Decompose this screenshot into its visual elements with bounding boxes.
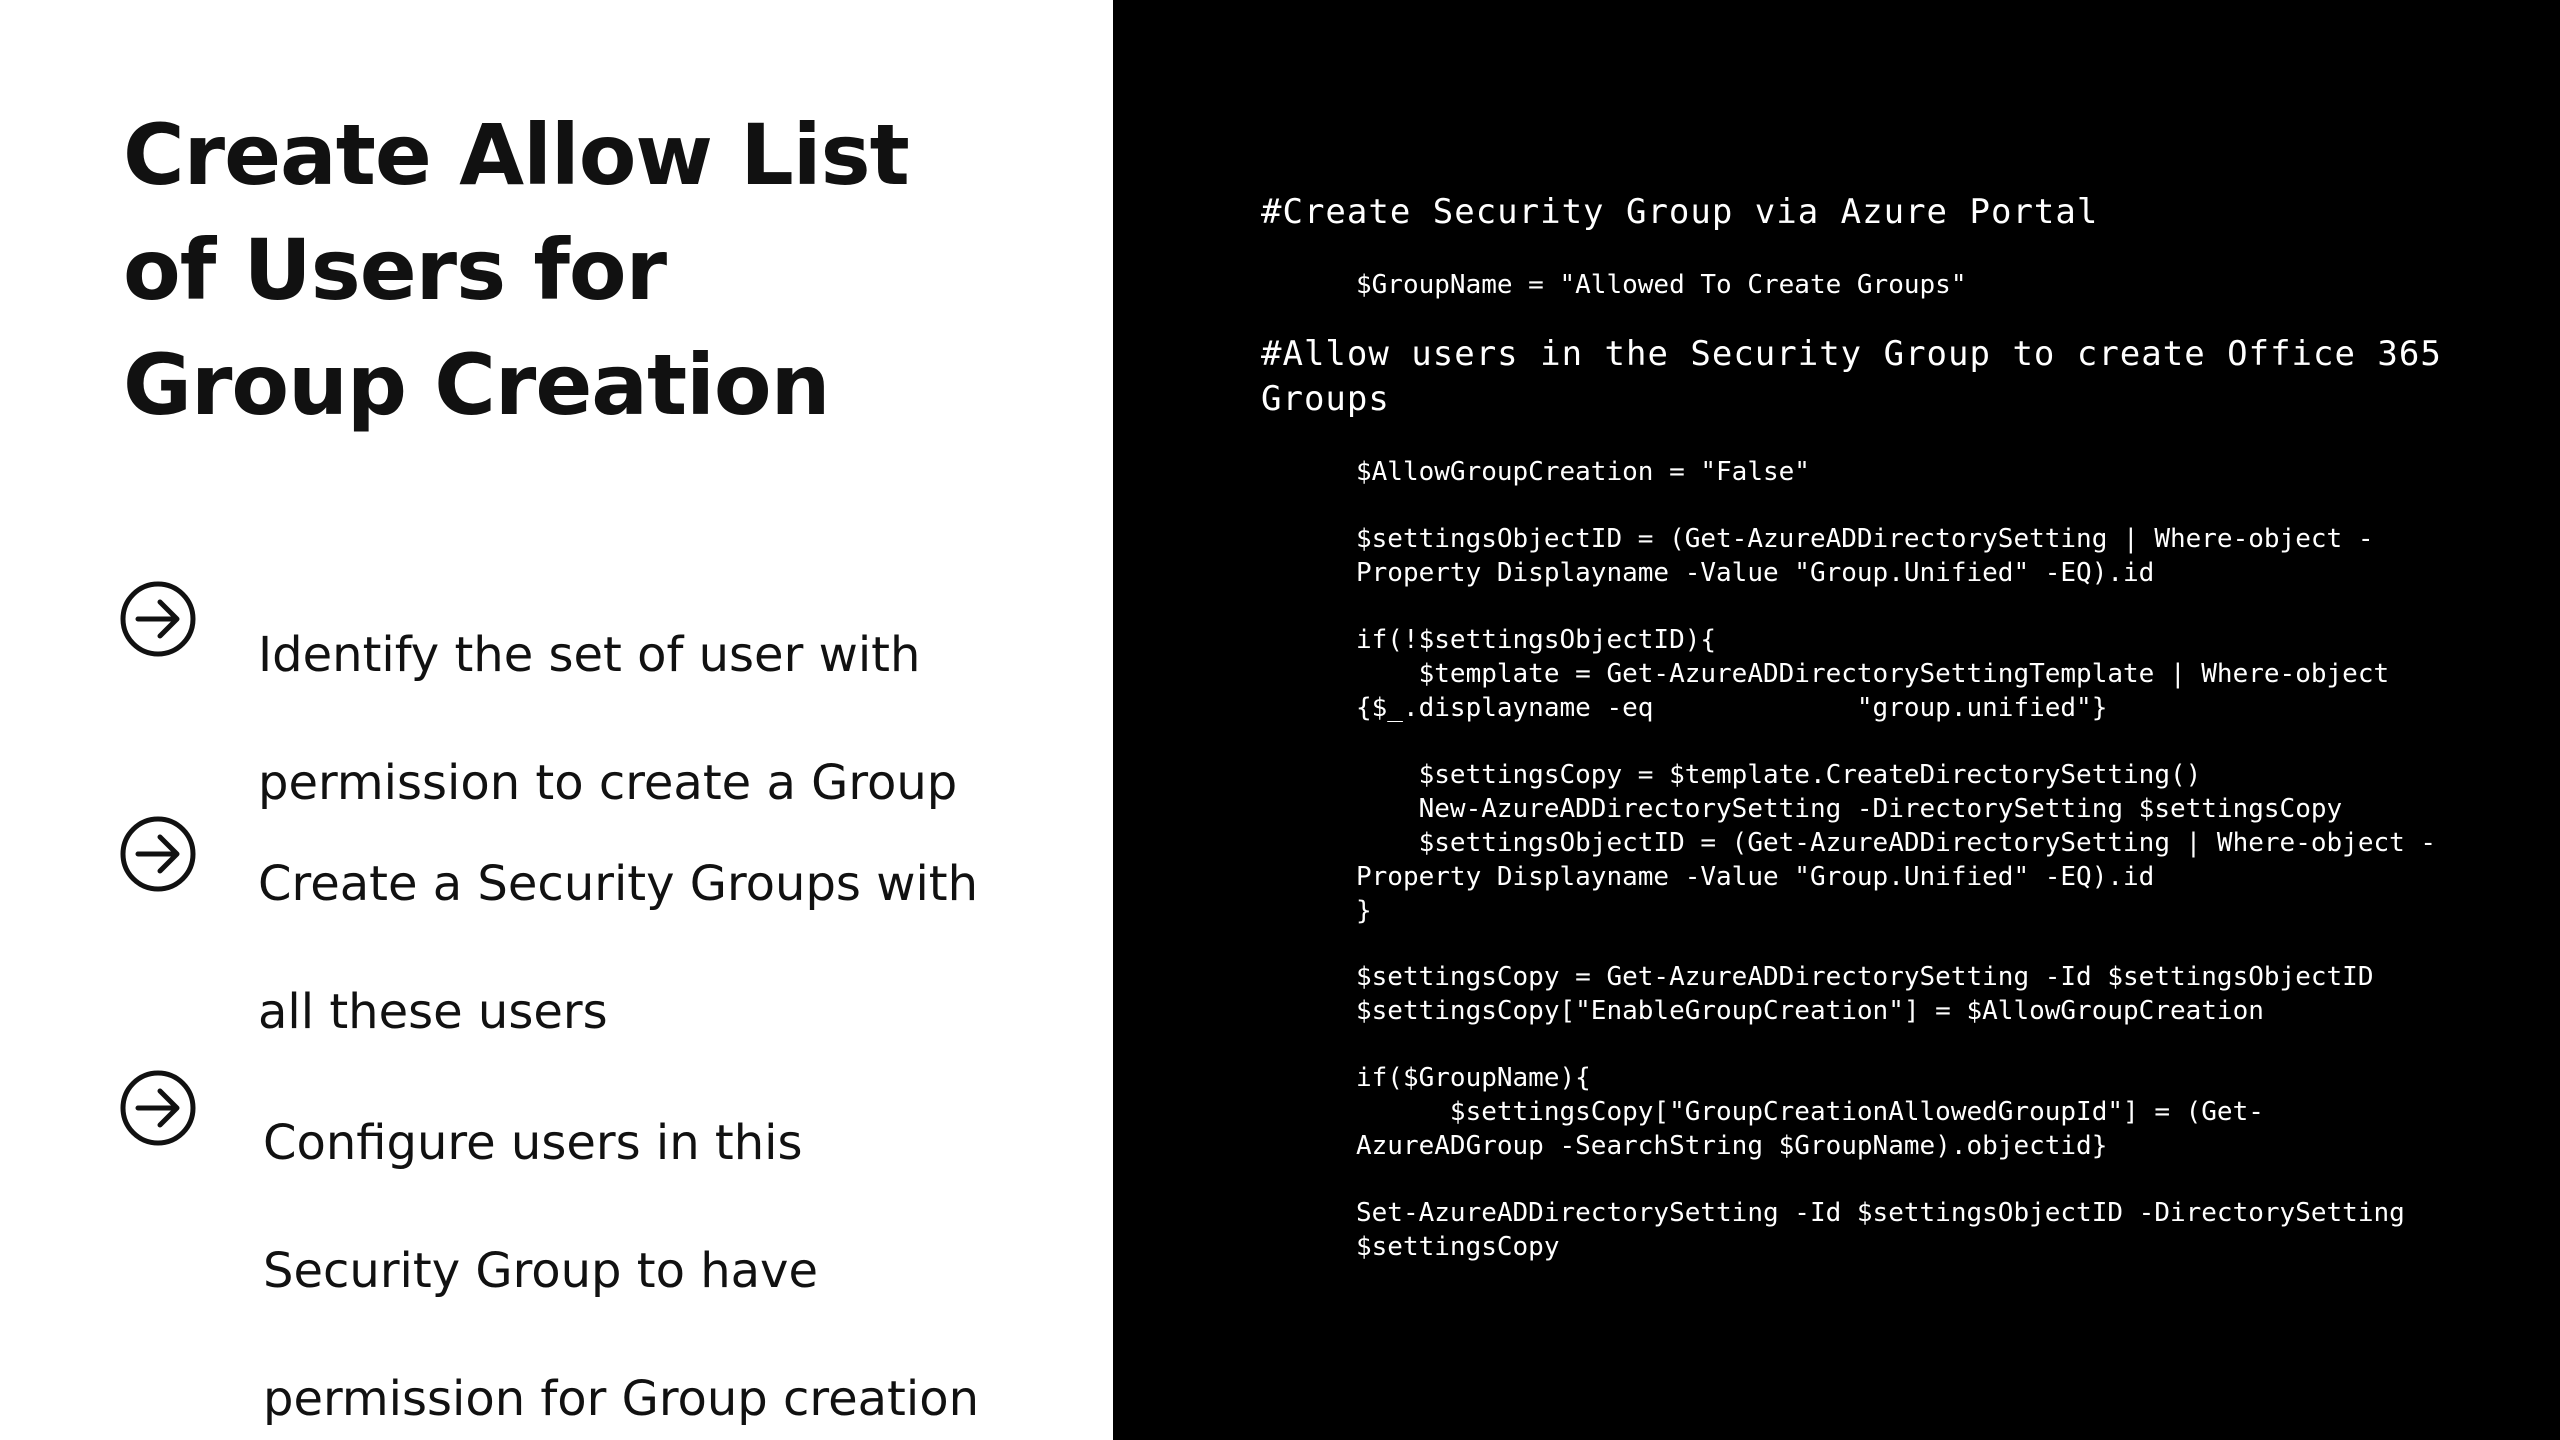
slide-title-line: of Users for — [123, 221, 667, 319]
code-line: $settingsObjectID = (Get-AzureADDirectorySetting | Where-object - — [1356, 524, 2374, 554]
code-line: Set-AzureADDirectorySetting -Id $settingsObjectID -DirectorySetting — [1356, 1198, 2405, 1228]
code-line: $settingsCopy — [1356, 1232, 1560, 1262]
code-line: $GroupName = "Allowed To Create Groups" — [1356, 270, 1967, 300]
slide-title-line: Create Allow List — [123, 106, 909, 204]
code-line: Property Displayname -Value "Group.Unified" -EQ).id — [1356, 558, 2155, 588]
bullet-text-line: Identify the set of user with — [258, 627, 921, 683]
arrow-right-circle-icon — [118, 814, 198, 894]
code-comment: Groups — [1261, 379, 1390, 419]
code-line: $AllowGroupCreation = "False" — [1356, 457, 1810, 487]
bullet-text-line: Security Group to have — [263, 1243, 818, 1299]
code-line: if(!$settingsObjectID){ — [1356, 625, 1717, 655]
code-line: $settingsCopy = $template.CreateDirectorySetting() — [1356, 760, 2202, 790]
code-line: $settingsObjectID = (Get-AzureADDirectorySetting | Where-object - — [1356, 828, 2437, 858]
slide-title-line: Group Creation — [123, 336, 830, 434]
code-line: $settingsCopy["GroupCreationAllowedGroupId"] = (Get- — [1356, 1097, 2264, 1127]
left-panel — [0, 0, 1113, 1440]
code-comment: #Create Security Group via Azure Portal — [1261, 192, 2099, 232]
code-panel — [1113, 0, 2560, 1440]
bullet-text-line: Create a Security Groups with — [258, 856, 979, 912]
bullet-text-line: permission for Group creation — [263, 1371, 979, 1427]
code-line: $settingsCopy["EnableGroupCreation"] = $AllowGroupCreation — [1356, 996, 2264, 1026]
code-line: AzureADGroup -SearchString $GroupName).objectid} — [1356, 1131, 2108, 1161]
arrow-right-circle-icon — [118, 1068, 198, 1148]
code-line: {$_.displayname -eq "group.unified"} — [1356, 693, 2108, 723]
code-line: $settingsCopy = Get-AzureADDirectorySetting -Id $settingsObjectID — [1356, 962, 2374, 992]
code-block — [1113, 0, 2560, 1440]
code-line: } — [1356, 896, 1372, 926]
bullet-text-line: Configure users in this — [263, 1115, 803, 1171]
code-line: if($GroupName){ — [1356, 1063, 1591, 1093]
arrow-right-circle-icon — [118, 579, 198, 659]
code-comment: #Allow users in the Security Group to create Office 365 — [1261, 334, 2442, 374]
code-line: New-AzureADDirectorySetting -DirectorySetting $settingsCopy — [1356, 794, 2343, 824]
code-line: Property Displayname -Value "Group.Unified" -EQ).id — [1356, 862, 2155, 892]
bullet-text-line: all these users — [258, 984, 608, 1040]
slide-title — [123, 98, 1083, 443]
code-line: $template = Get-AzureADDirectorySettingTemplate | Where-object — [1356, 659, 2390, 689]
bullet-text — [263, 1047, 1083, 1440]
bullet-text-line: permission to create a Group — [258, 755, 958, 811]
